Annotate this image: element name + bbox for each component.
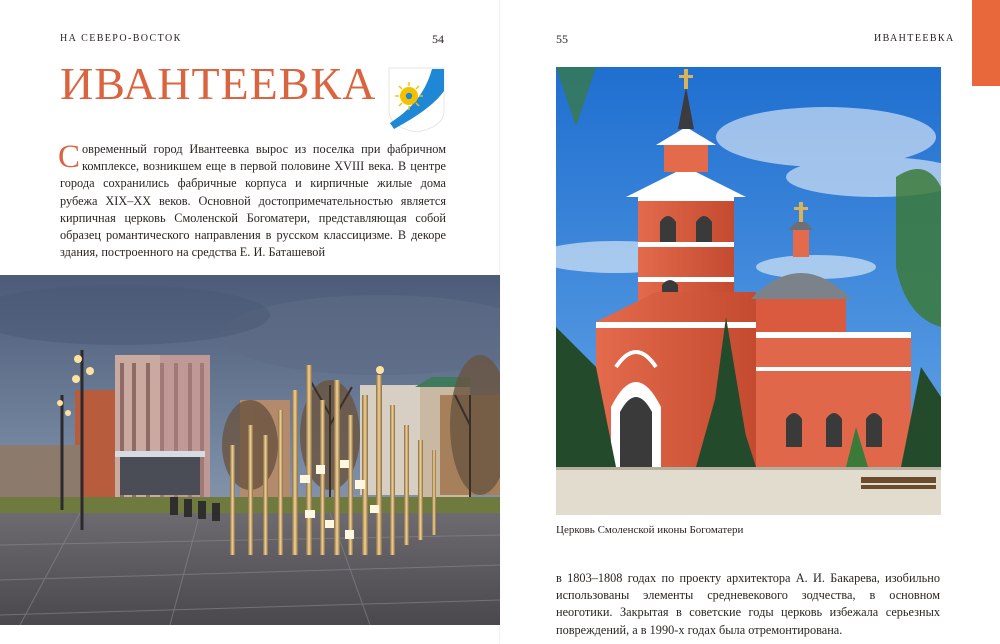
page-number-left: 54 [432, 32, 444, 46]
photo-caption: Церковь Смоленской иконы Богоматери [556, 524, 744, 536]
chapter-title: ИВАНТЕЕВКА [60, 58, 377, 109]
intro-paragraph [60, 141, 446, 261]
page-number-right: 55 [556, 32, 568, 46]
bookmark-tab [972, 0, 1000, 86]
drop-cap: С [58, 139, 81, 175]
continuation-paragraph: в 1803–1808 годах по проекту архитектора А. И. Бакарева, изобильно использованы элементы средневекового зодчества, в основном неоготики. Закрытая в советские годы церковь избежала серьезных повреждений, а в 1990-х годах была отремонтирована. [556, 571, 940, 637]
photo-city-square [0, 275, 500, 625]
running-head-right: ИВАНТЕЕВКА [874, 33, 955, 44]
coat-of-arms-icon [388, 67, 445, 133]
intro-paragraph-text: овременный город Ивантеевка вырос из поселка при фабричном комплексе, возникшем еще в первой половине XVIII века. В центре города сохранились фабричные корпуса и кирпичные жилые дома рубежа XIX–XX веков. Основной достопримечательностью является кирпичная церковь Смоленской Богоматери, представляющая собой образец романтического направления в русском классицизме. В декоре здания, построенного на средства Е. И. Баташевой [60, 142, 446, 260]
running-head-left: НА СЕВЕРО-ВОСТОК [60, 33, 182, 44]
photo-church [556, 67, 941, 515]
